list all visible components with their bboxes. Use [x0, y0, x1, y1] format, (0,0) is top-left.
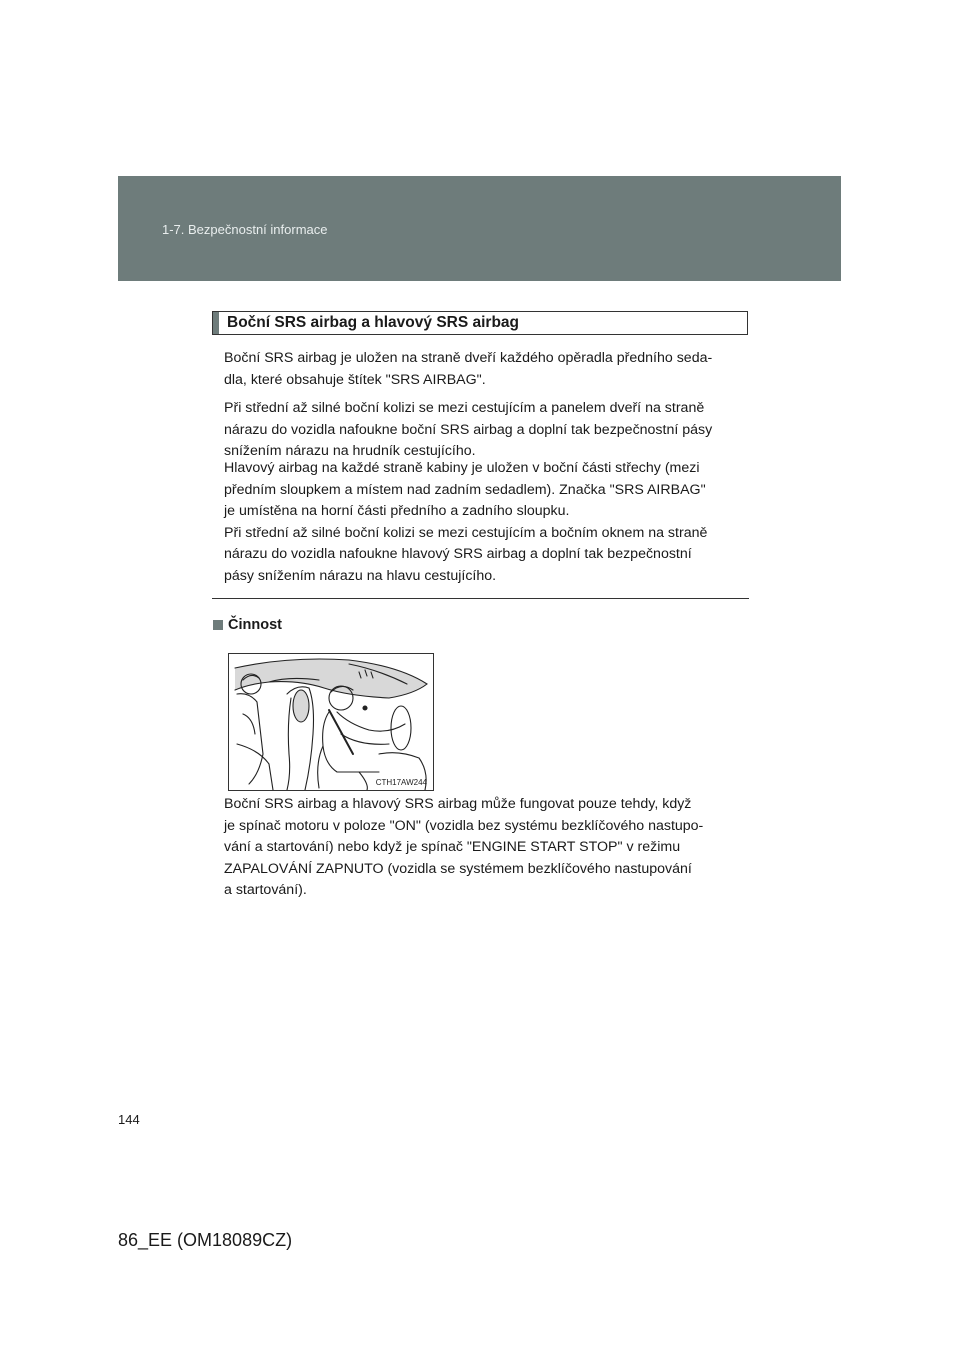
header-band: [118, 176, 841, 281]
paragraph-side-airbag-location: [224, 348, 748, 391]
page-number: 144: [118, 1112, 140, 1127]
text-line: Boční SRS airbag je uložen na straně dveří každého opěradla předního seda-: [224, 350, 713, 366]
section-title: Boční SRS airbag a hlavový SRS airbag: [227, 314, 520, 331]
square-bullet-icon: [213, 620, 223, 630]
subsection-title: Činnost: [228, 617, 282, 633]
breadcrumb: 1-7. Bezpečnostní informace: [162, 222, 328, 237]
text-line: Při střední až silné boční kolizi se mezi cestujícím a panelem dveří na straně: [224, 400, 705, 416]
airbag-deployment-drawing: [229, 654, 434, 791]
text-line: nárazu do vozidla nafoukne boční SRS airbag a doplní tak bezpečnostní pásy: [224, 421, 713, 438]
text-line: a startování).: [224, 882, 307, 898]
section-divider: [212, 598, 749, 599]
section-heading-accent: [213, 312, 219, 334]
text-line: nárazu do vozidla nafoukne hlavový SRS airbag a doplní tak bezpečnostní: [224, 546, 692, 562]
airbag-illustration: [228, 653, 434, 791]
paragraph-curtain-airbag: [224, 458, 748, 587]
figure-code: CTH17AW244: [375, 778, 427, 787]
text-line: vání a startování) nebo když je spínač "ENGINE START STOP" v režimu: [224, 839, 681, 855]
text-line: snížením nárazu na hrudník cestujícího.: [224, 443, 476, 459]
text-line: ZAPALOVÁNÍ ZAPNUTO (vozidla se systémem bezklíčového nastupování: [224, 860, 692, 877]
text-line: je umístěna na horní části předního a zadního sloupku.: [224, 503, 570, 519]
text-line: dla, které obsahuje štítek "SRS AIRBAG".: [224, 371, 486, 388]
text-line: předním sloupkem a místem nad zadním sedadlem). Značka "SRS AIRBAG": [224, 481, 706, 498]
section-heading-box: [212, 311, 748, 335]
text-line: Boční SRS airbag a hlavový SRS airbag může fungovat pouze tehdy, když: [224, 796, 692, 812]
paragraph-side-airbag-function: [224, 398, 748, 463]
text-line: Hlavový airbag na každé straně kabiny je uložen v boční části střechy (mezi: [224, 460, 700, 476]
document-code: 86_EE (OM18089CZ): [118, 1230, 293, 1250]
subsection-heading: [213, 617, 282, 633]
text-line: je spínač motoru v poloze "ON" (vozidla bez systému bezklíčového nastupo-: [224, 817, 704, 834]
paragraph-operation: [224, 794, 748, 902]
text-line: Při střední až silné boční kolizi se mezi cestujícím a bočním oknem na straně: [224, 524, 708, 541]
text-line: pásy snížením nárazu na hlavu cestujícího.: [224, 567, 497, 584]
